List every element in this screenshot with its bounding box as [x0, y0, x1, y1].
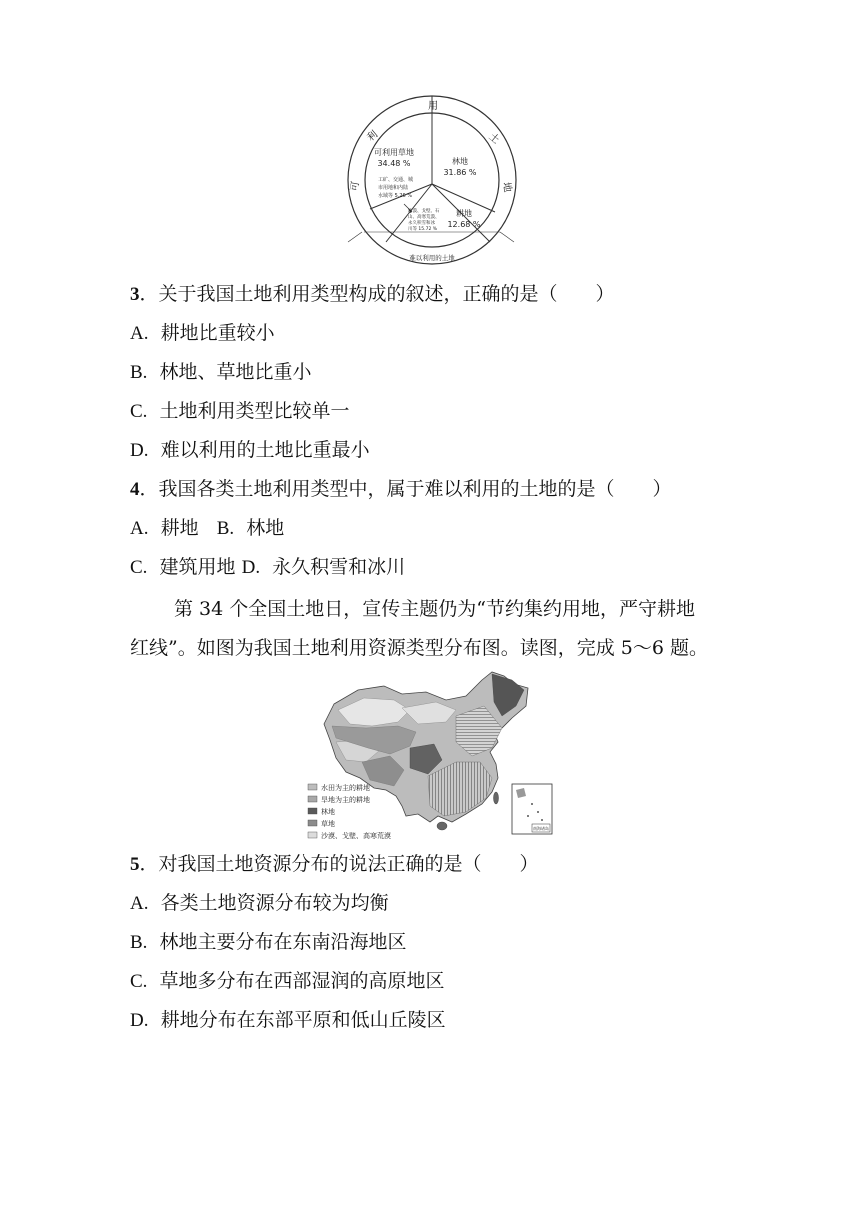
pie-slice-label-forest: 林地: [452, 157, 468, 166]
option-text: 耕地分布在东部平原和低山丘陵区: [160, 1009, 446, 1031]
legend-swatch: [308, 820, 317, 826]
question-5-stem: [130, 851, 539, 878]
pie-ring-label-char: 地: [500, 181, 513, 194]
option-text: 建筑用地: [159, 556, 236, 578]
question-number: 4: [130, 479, 140, 500]
option-letter: C.: [130, 401, 148, 422]
option-letter: D.: [130, 1010, 149, 1031]
map-legend: [308, 783, 391, 840]
option-text: 耕地比重较小: [160, 322, 275, 344]
passage-line: 第 34 个全国土地日，宣传主题仍为“节约集约用地，严守耕地: [174, 598, 695, 620]
option-row: [130, 968, 445, 995]
pie-slice-value-forest: 31.86 %: [443, 168, 477, 177]
pie-slice-label-built: 工矿、交通、城: [378, 177, 414, 183]
option-letter: D.: [130, 440, 149, 461]
option-letter: B.: [130, 362, 148, 383]
pie-slice-label-built: 市用地和内陆: [378, 185, 409, 191]
option-row: [130, 929, 407, 956]
question-text: ．关于我国土地利用类型构成的叙述，正确的是（ ）: [139, 283, 615, 305]
land-use-pie-figure: [340, 92, 530, 268]
pie-slice-value-cropland: 12.68 %: [447, 220, 481, 229]
legend-label: 林地: [321, 808, 335, 816]
option-letter: D.: [241, 557, 261, 578]
option-text: 各类土地资源分布较为均衡: [160, 892, 389, 914]
option-row: [130, 359, 312, 386]
legend-swatch: [308, 832, 317, 838]
option-row: [130, 320, 275, 347]
option-letter: A.: [130, 893, 149, 914]
option-letter: B.: [130, 932, 148, 953]
option-letter: C.: [130, 971, 148, 992]
pie-slice-label-built: 水域等 5.26 %: [378, 193, 413, 199]
option-letter: A.: [130, 323, 149, 344]
legend-label: 草地: [321, 820, 335, 828]
passage-line: 红线”。如图为我国土地利用资源类型分布图。读图，完成 5～6 题。: [130, 637, 708, 659]
option-text: 林地: [246, 517, 285, 539]
pie-slice-label-barren: 山、高寒荒漠、: [408, 215, 440, 220]
pie-bottom-label: 难以利用的土地: [409, 254, 455, 262]
legend-swatch: [308, 796, 317, 802]
pie-slice-label-barren: 永久积雪和冰: [408, 221, 435, 226]
pie-slice-label-cropland: 耕地: [456, 209, 472, 218]
option-letter: C.: [130, 557, 148, 578]
legend-swatch: [308, 784, 317, 790]
option-text: 耕地: [160, 517, 199, 539]
land-use-map-figure: [306, 666, 562, 842]
option-row: [130, 437, 370, 464]
pie-ring-label-char: 用: [428, 101, 438, 112]
pie-ring-label-char: 可: [349, 180, 362, 193]
option-row: [130, 890, 389, 917]
legend-label: 旱地为主的耕地: [321, 796, 370, 804]
option-text: 林地、草地比重小: [159, 361, 312, 383]
question-4-stem: [130, 476, 672, 503]
question-text: ．我国各类土地利用类型中，属于难以利用的土地的是（ ）: [139, 478, 672, 500]
option-row: [130, 1007, 446, 1034]
inset-label: 南海诸岛: [533, 826, 549, 831]
pie-ring-label-char: 利: [365, 129, 381, 144]
option-letter: A.: [130, 518, 149, 539]
pie-slice-label-barren: 川等 15.72 %: [408, 227, 438, 232]
question-text: ．对我国土地资源分布的说法正确的是（ ）: [139, 853, 539, 875]
option-row: [130, 515, 284, 542]
option-text: 永久积雪和冰川: [272, 556, 406, 578]
pie-slice-value-grassland: 34.48 %: [377, 159, 411, 168]
pie-slice-label-barren: 沙漠、戈壁、石: [408, 209, 440, 214]
option-text: 土地利用类型比较单一: [159, 400, 350, 422]
option-row: [130, 398, 350, 425]
option-text: 难以利用的土地比重最小: [160, 439, 370, 461]
question-3-stem: [130, 281, 615, 308]
legend-swatch: [308, 808, 317, 814]
legend-label: 沙漠、戈壁、高寒荒漠: [321, 832, 391, 840]
option-text: 林地主要分布在东南沿海地区: [159, 931, 407, 953]
question-number: 3: [130, 284, 140, 305]
pie-slice-label-grassland: 可利用草地: [374, 148, 414, 157]
question-number: 5: [130, 854, 140, 875]
option-row: [130, 554, 405, 581]
option-text: 草地多分布在西部湿润的高原地区: [159, 970, 445, 992]
pie-ring-label-char: 土: [486, 131, 502, 147]
legend-label: 水田为主的耕地: [321, 784, 370, 792]
option-letter: B.: [216, 518, 235, 539]
